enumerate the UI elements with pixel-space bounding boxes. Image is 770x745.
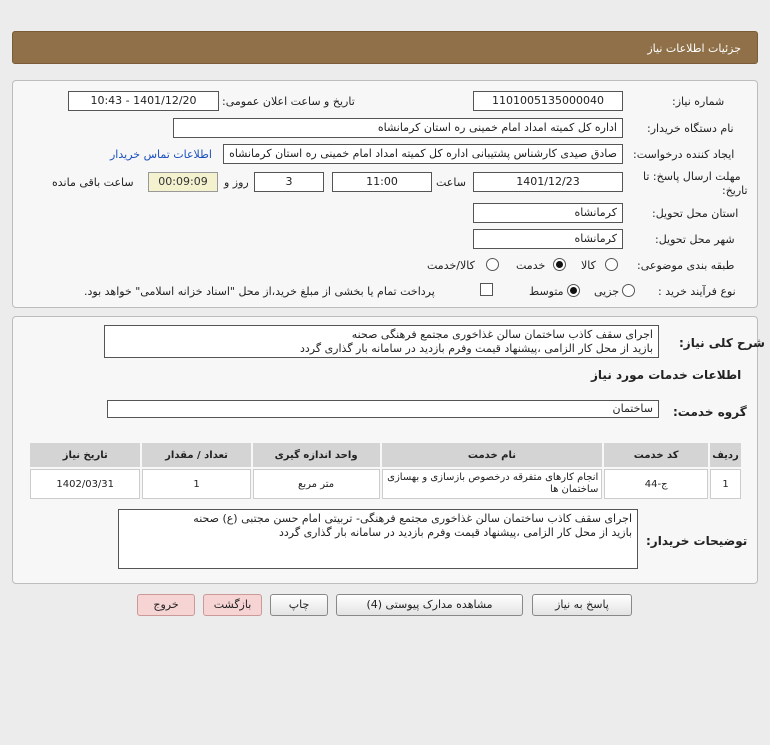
category-goods-service-label: کالا/خدمت (427, 259, 475, 272)
cell-qty: 1 (142, 469, 250, 499)
cell-row: 1 (710, 469, 741, 499)
summary-field (104, 325, 659, 358)
table-header-row (30, 443, 741, 467)
info-panel (12, 80, 758, 308)
col-code: کد خدمت (604, 443, 708, 467)
creator-label: ایجاد کننده درخواست: (633, 148, 735, 161)
buyer-org-label: نام دستگاه خریدار: (647, 122, 734, 135)
province-label: استان محل تحویل: (652, 207, 739, 220)
deadline-time-label: ساعت (436, 176, 466, 189)
deadline-date-field: 1401/12/23 (473, 172, 623, 192)
buyer-contact-link[interactable]: اطلاعات تماس خریدار (110, 148, 212, 161)
reply-button[interactable]: پاسخ به نیاز (532, 594, 632, 616)
category-service-label: خدمت (516, 259, 546, 272)
buyer-notes-line-2: بازید از محل کار الزامی ،پیشنهاد قیمت وفرم بازدید در سامانه بار گذاری گردد (278, 526, 632, 539)
category-goods-radio[interactable] (605, 258, 618, 271)
remaining-timer: 00:09:09 (148, 172, 218, 192)
province-field: کرمانشاه (473, 203, 623, 223)
category-service-radio[interactable] (553, 258, 566, 271)
page-header (12, 31, 758, 64)
need-number-label: شماره نیاز: (672, 95, 725, 108)
summary-line-2: بازید از محل کار الزامی ،پیشنهاد قیمت وفرم بازدید در سامانه بار گذاری گردد (299, 342, 653, 355)
col-date: تاریخ نیاز (30, 443, 140, 467)
city-label: شهر محل تحویل: (655, 233, 735, 246)
days-label: روز و (224, 176, 249, 189)
attachments-button[interactable]: مشاهده مدارک پیوستی (4) (336, 594, 523, 616)
creator-field: صادق صیدی کارشناس پشتیبانی اداره کل کمیته امداد امام خمینی ره استان کرمانشاه (223, 144, 623, 164)
buyer-org-field: اداره کل کمیته امداد امام خمینی ره استان کرمانشاه (173, 118, 623, 138)
table-row (30, 469, 741, 499)
summary-label: شرح کلی نیاز: (679, 336, 765, 350)
services-table (28, 441, 743, 501)
services-grid (28, 441, 743, 501)
col-row: ردیف (710, 443, 741, 467)
category-goods-service-radio[interactable] (486, 258, 499, 271)
cell-date: 1402/03/31 (30, 469, 140, 499)
announce-field: 1401/12/20 - 10:43 (68, 91, 219, 111)
category-label: طبقه بندی موضوعی: (637, 259, 735, 272)
buyer-notes-label: توضیحات خریدار: (646, 534, 748, 548)
treasury-payment-checkbox[interactable] (480, 283, 493, 296)
announce-label: تاریخ و ساعت اعلان عمومی: (222, 95, 355, 108)
city-field: کرمانشاه (473, 229, 623, 249)
summary-line-1: اجرای سقف کاذب ساختمان سالن غذاخوری مجتمع فرهنگی صحنه (351, 328, 653, 341)
cell-unit: متر مربع (253, 469, 380, 499)
cell-name: انجام کارهای متفرقه درخصوص بازسازی و بهسازی ساختمان ها (382, 469, 603, 499)
process-medium-radio[interactable] (567, 284, 580, 297)
cell-code: ج-44 (604, 469, 708, 499)
page-title: جزئیات اطلاعات نیاز (647, 42, 741, 55)
category-goods-label: کالا (581, 259, 596, 272)
deadline-label: مهلت ارسال پاسخ: تا (643, 170, 741, 183)
days-field: 3 (254, 172, 324, 192)
buyer-notes-line-1: اجرای سقف کاذب ساختمان سالن غذاخوری مجتمع فرهنگی- تربیتی امام حسن مجتبی (ع) صحنه (193, 512, 632, 525)
col-qty: تعداد / مقدار (142, 443, 250, 467)
back-button[interactable]: بازگشت (203, 594, 262, 616)
process-label: نوع فرآیند خرید : (658, 285, 736, 298)
deadline-date-label: تاریخ: (722, 184, 748, 197)
process-medium-label: متوسط (529, 285, 564, 298)
buyer-notes-field (118, 509, 638, 569)
service-group-label: گروه خدمت: (673, 405, 747, 419)
need-number-field: 1101005135000040 (473, 91, 623, 111)
exit-button[interactable]: خروج (137, 594, 195, 616)
remaining-label: ساعت باقی مانده (52, 176, 134, 189)
service-group-field: ساختمان (107, 400, 659, 418)
print-button[interactable]: چاپ (270, 594, 328, 616)
deadline-time-field: 11:00 (332, 172, 432, 192)
process-minor-radio[interactable] (622, 284, 635, 297)
treasury-payment-note: پرداخت تمام یا بخشی از مبلغ خرید،از محل "اسناد خزانه اسلامی" خواهد بود. (84, 285, 435, 298)
services-section-title: اطلاعات خدمات مورد نیاز (591, 368, 742, 382)
col-name: نام خدمت (382, 443, 603, 467)
process-minor-label: جزیی (594, 285, 620, 298)
col-unit: واحد اندازه گیری (253, 443, 380, 467)
